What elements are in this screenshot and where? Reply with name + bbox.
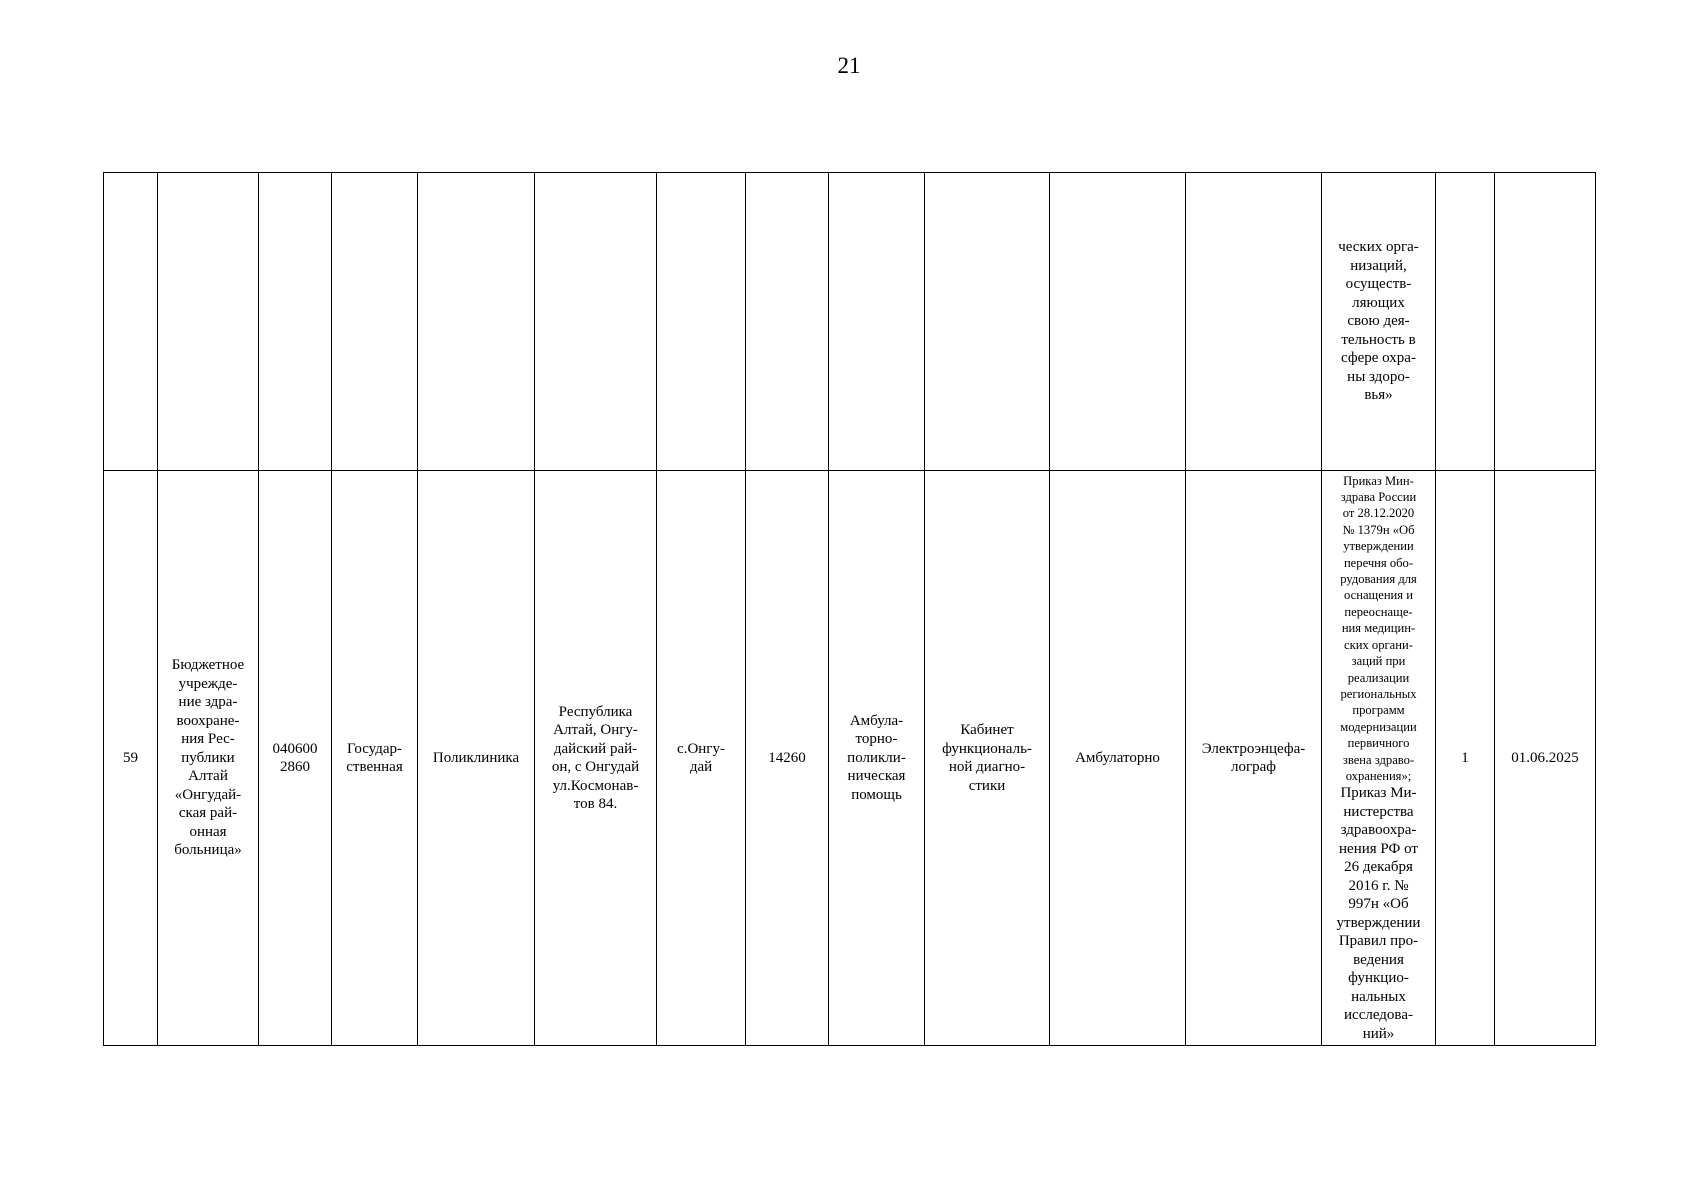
cell-settlement: [657, 471, 746, 1046]
text-line: помощь: [851, 786, 902, 803]
text-line: ляющих: [1352, 294, 1405, 311]
text-line: стики: [968, 777, 1006, 794]
text-line: ния Рес-: [181, 731, 235, 748]
cell-quantity: 1: [1436, 471, 1495, 1046]
text-line: нения РФ от: [1339, 840, 1418, 857]
text-line: тов 84.: [573, 796, 618, 812]
text-line: сфере охра-: [1341, 350, 1416, 367]
text-line: функциональ-: [942, 740, 1032, 757]
page-number: 21: [837, 53, 861, 78]
cell-care-type: [829, 471, 925, 1046]
text-line: онная: [189, 823, 227, 840]
text-line: переоснаще-: [1344, 604, 1413, 619]
cell-settlement: [657, 173, 746, 471]
cell-address: [535, 471, 657, 1046]
text-line: Приказ Ми-: [1340, 785, 1417, 802]
text-line: 2016 г. №: [1348, 877, 1409, 894]
cell-address: [535, 173, 657, 471]
text-line: низаций,: [1350, 257, 1407, 274]
cell-number: 59: [104, 471, 158, 1046]
cell-population: 14260: [746, 471, 829, 1046]
text-line: Алтай, Онгу-: [553, 722, 638, 738]
text-line: публики: [181, 749, 235, 766]
text-line: охранения»;: [1345, 768, 1412, 783]
text-line: Алтай: [188, 768, 228, 785]
text-line: рудования для: [1340, 572, 1417, 587]
text-line: ведения: [1353, 951, 1404, 968]
text-line: ний»: [1362, 1025, 1395, 1042]
cell-ownership: [332, 173, 418, 471]
cell-unit-type: Поликлиника: [418, 471, 535, 1046]
text-line: лограф: [1230, 759, 1276, 775]
cell-department: [925, 471, 1050, 1046]
equipment-table: [103, 172, 1596, 1046]
text-line: здрава России: [1340, 490, 1417, 505]
text-line: Республика: [558, 703, 633, 720]
cell-equipment: [1186, 173, 1322, 471]
text-line: тельность в: [1341, 331, 1416, 348]
text-line: больница»: [174, 842, 242, 859]
text-line: программ: [1352, 703, 1405, 718]
text-line: реализации: [1347, 670, 1410, 685]
text-line: утверждении: [1336, 914, 1421, 931]
text-line: № 1379н «Об: [1342, 522, 1415, 537]
legal-basis-tail: [1325, 238, 1432, 405]
text-line: 2860: [280, 759, 310, 775]
text-line: вья»: [1364, 387, 1393, 404]
text-line: исследова-: [1344, 1007, 1413, 1024]
text-line: нальных: [1351, 988, 1406, 1005]
cell-department: [925, 173, 1050, 471]
text-line: 26 декабря: [1344, 859, 1413, 876]
text-line: Кабинет: [960, 722, 1014, 738]
text-line: 997н «Об: [1348, 896, 1409, 913]
text-line: модернизации: [1340, 719, 1417, 734]
cell-legal-basis: [1322, 471, 1436, 1046]
cell-quantity: [1436, 173, 1495, 471]
text-line: ственная: [346, 759, 403, 775]
text-line: ул.Космонав-: [552, 777, 639, 794]
text-line: здравоохра-: [1340, 822, 1417, 839]
cell-equipment: [1186, 471, 1322, 1046]
cell-organization: [158, 173, 259, 471]
text-line: первичного: [1347, 736, 1410, 751]
text-line: торно-: [855, 731, 898, 748]
text-line: от 28.12.2020: [1342, 506, 1415, 521]
cell-legal-basis: [1322, 173, 1436, 471]
legal-basis-order-997n: [1325, 784, 1432, 1043]
text-line: функцио-: [1348, 970, 1409, 987]
text-line: ния медицин-: [1341, 621, 1416, 636]
cell-ownership: [332, 471, 418, 1046]
text-line: Амбула-: [849, 712, 904, 729]
text-line: оснащения и: [1344, 588, 1413, 603]
cell-care-condition: Амбулаторно: [1050, 471, 1186, 1046]
cell-code: [259, 471, 332, 1046]
text-line: ская рай-: [178, 805, 238, 822]
text-line: ние здра-: [178, 694, 238, 711]
cell-unit-type: [418, 173, 535, 471]
cell-care-condition: [1050, 173, 1186, 471]
text-line: ческих орга-: [1338, 239, 1419, 256]
cell-number: [104, 173, 158, 471]
text-line: Электроэнцефа-: [1201, 740, 1306, 757]
text-line: 040600: [272, 740, 318, 757]
text-line: заций при: [1351, 654, 1406, 669]
text-line: свою дея-: [1347, 313, 1410, 330]
text-line: региональных: [1340, 686, 1417, 701]
table-row-59: [104, 471, 1596, 1046]
cell-organization: [158, 471, 259, 1046]
text-line: учрежде-: [178, 675, 238, 692]
text-line: дай: [689, 759, 713, 775]
cell-code: [259, 173, 332, 471]
text-line: «Онгудай-: [174, 786, 242, 803]
table-row-continuation: [104, 173, 1596, 471]
text-line: ническая: [847, 768, 906, 785]
text-line: дайский рай-: [553, 740, 638, 757]
text-line: Бюджетное: [171, 657, 245, 674]
cell-population: [746, 173, 829, 471]
text-line: перечня обо-: [1343, 555, 1414, 570]
text-line: поликли-: [847, 749, 906, 766]
text-line: воохране-: [176, 712, 240, 729]
text-line: Приказ Мин-: [1343, 473, 1414, 488]
cell-date: 01.06.2025: [1495, 471, 1596, 1046]
cell-care-type: [829, 173, 925, 471]
text-line: Правил про-: [1338, 933, 1419, 950]
text-line: нистерства: [1343, 803, 1414, 820]
text-line: звена здраво-: [1342, 752, 1415, 767]
text-line: ских органи-: [1344, 637, 1413, 652]
text-line: он, с Онгудай: [551, 759, 640, 775]
text-line: Государ-: [346, 740, 403, 757]
text-line: ны здоро-: [1347, 368, 1410, 385]
text-line: ной диагно-: [948, 759, 1026, 775]
text-line: утверждении: [1343, 539, 1414, 554]
legal-basis-order-1379n: [1325, 473, 1432, 785]
cell-date: [1495, 173, 1596, 471]
text-line: с.Онгу-: [677, 740, 725, 757]
text-line: осуществ-: [1345, 276, 1412, 293]
